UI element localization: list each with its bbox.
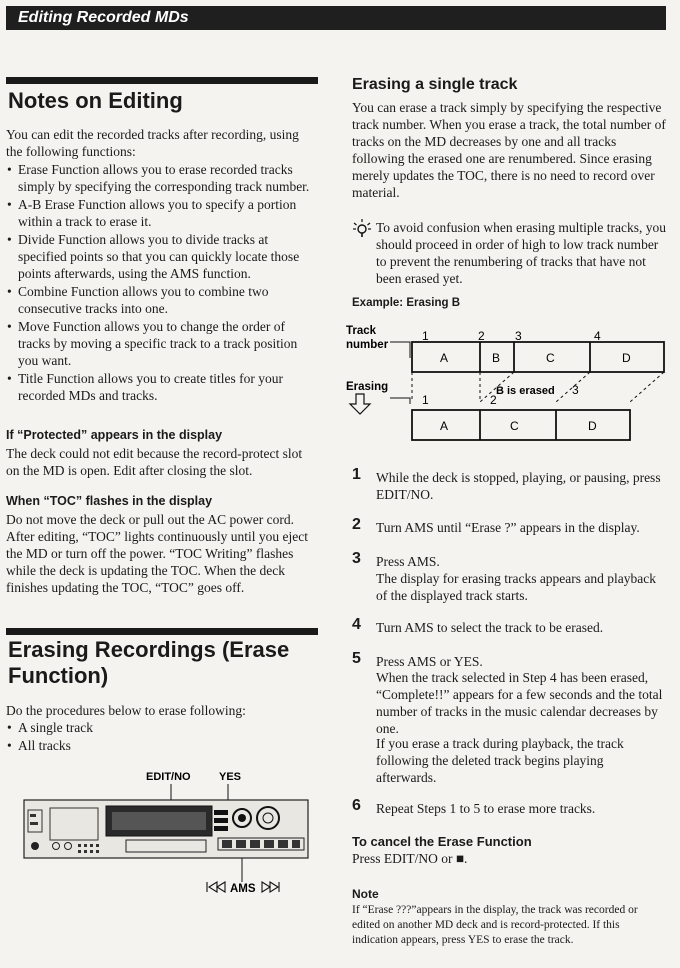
new-track-number-2: 2 [490, 393, 497, 407]
step-4-number: 4 [352, 616, 361, 633]
yes-callout: YES [219, 771, 242, 783]
list-item: • A single track [6, 719, 318, 736]
step-2-text: Turn AMS until “Erase ?” appears in the display. [376, 520, 640, 535]
skip-back-icon [207, 882, 225, 892]
step-2-number: 2 [352, 516, 361, 533]
note-heading: Note [352, 887, 379, 901]
step-5-subtext: When the track selected in Step 4 has been erased, “Complete!!” appears for a few seconds and the total number of tracks in the music calendar decreases by one. [376, 670, 663, 736]
track-label-line2: number [346, 339, 389, 351]
step-3-text: Press AMS. [376, 554, 440, 569]
erasing-intro: Do the procedures below to erase following: [6, 703, 246, 718]
section-rule [6, 77, 318, 84]
list-item: • Erase Function allows you to erase recorded tracks simply by specifying the corresponding track number. [6, 161, 318, 195]
single-track-text: You can erase a track simply by specifying the respective track number. When you erase a track, the total number of tracks on the MD decreases by one and all tracks following the erased one are renumbered. Since erasing merely updates the TOC, there is no need to record over material. [352, 100, 666, 200]
new-segment-a: A [440, 419, 449, 433]
cancel-heading: To cancel the Erase Function [352, 834, 532, 849]
track-number-2: 2 [478, 329, 485, 343]
b-erased-label: B is erased [496, 385, 555, 397]
step-1-number: 1 [352, 466, 361, 483]
notes-intro: You can edit the recorded tracks after recording, using the following functions: [6, 127, 299, 159]
new-track-number-1: 1 [422, 393, 429, 407]
erasing-title: Erasing Recordings (Erase Function) [8, 637, 290, 688]
edit-no-callout: EDIT/NO [146, 771, 191, 783]
new-track-number-3: 3 [572, 383, 579, 397]
tip-text: To avoid confusion when erasing multiple tracks, you should proceed in order of high to low track number to prevent the renumbering of tracks that have not been erased yet. [376, 220, 666, 286]
list-item: • Divide Function allows you to divide tracks at specified points so that you can quickly locate those points afterwards, using the AMS function. [6, 231, 318, 282]
power-button[interactable] [31, 842, 39, 850]
step-5-number: 5 [352, 650, 361, 667]
segment-b: B [492, 351, 501, 365]
tip-lightbulb-icon [352, 218, 372, 238]
erase-targets-list [6, 719, 318, 755]
protected-heading: If “Protected” appears in the display [6, 428, 223, 442]
new-segment-c: C [510, 419, 519, 433]
erasing-label: Erasing [346, 381, 389, 393]
section-rule [6, 628, 318, 635]
note-text: If “Erase ???”appears in the display, the track was recorded or edited on another MD deck and is record-protected. If this indication appears, press YES to erase the track. [352, 904, 638, 946]
page-header-title: Editing Recorded MDs [18, 9, 189, 26]
list-item: • All tracks [6, 737, 318, 754]
step-5-text: Press AMS or YES. [376, 654, 483, 669]
list-item: • A-B Erase Function allows you to specify a portion within a track to erase it. [6, 196, 318, 230]
step-6-number: 6 [352, 797, 361, 814]
step-6-text: Repeat Steps 1 to 5 to erase more tracks. [376, 801, 596, 816]
skip-forward-icon [262, 882, 279, 892]
md-deck-illustration [6, 766, 318, 900]
track-number-4: 4 [594, 329, 601, 343]
list-item: • Move Function allows you to change the order of tracks by moving a specific track to a track position you want. [6, 318, 318, 369]
edit-no-button[interactable] [214, 810, 228, 815]
segment-a: A [440, 351, 449, 365]
single-track-title: Erasing a single track [352, 76, 518, 93]
step-5-subtext-2: If you erase a track during playback, the track following the deleted track begins playing afterwards. [376, 736, 624, 785]
ams-callout: AMS [230, 883, 256, 895]
step-3-number: 3 [352, 550, 361, 567]
list-item: • Title Function allows you to create titles for your recorded MDs and tracks. [6, 370, 318, 404]
down-arrow-icon [350, 394, 370, 414]
notes-title: Notes on Editing [8, 88, 183, 113]
track-number-3: 3 [515, 329, 522, 343]
segment-c: C [546, 351, 555, 365]
new-segment-d: D [588, 419, 597, 433]
step-1-text: While the deck is stopped, playing, or pausing, press EDIT/NO. [376, 470, 661, 502]
yes-button[interactable] [214, 818, 228, 823]
step-3-subtext: The display for erasing tracks appears and playback of the displayed track starts. [376, 571, 657, 603]
toc-heading: When “TOC” flashes in the display [6, 494, 213, 508]
list-item: • Combine Function allows you to combine two consecutive tracks into one. [6, 283, 318, 317]
erase-track-diagram [344, 318, 668, 442]
cancel-text: Press EDIT/NO or ■. [352, 851, 468, 866]
segment-d: D [622, 351, 631, 365]
functions-list [6, 161, 318, 405]
track-label-line1: Track [346, 325, 377, 337]
header-band [6, 6, 666, 30]
step-4-text: Turn AMS to select the track to be erased. [376, 620, 604, 635]
toc-text: Do not move the deck or pull out the AC power cord. After editing, “TOC” lights continuously until you eject the MD or turn off the power. “TOC Writing” flashes while the deck is updating the TOC. When the deck finishes updating the TOC, “TOC” goes off. [6, 512, 308, 595]
track-number-1: 1 [422, 329, 429, 343]
example-label: Example: Erasing B [352, 297, 461, 309]
protected-text: The deck could not edit because the record-protect slot on the MD is open. Edit after closing the slot. [6, 446, 303, 478]
